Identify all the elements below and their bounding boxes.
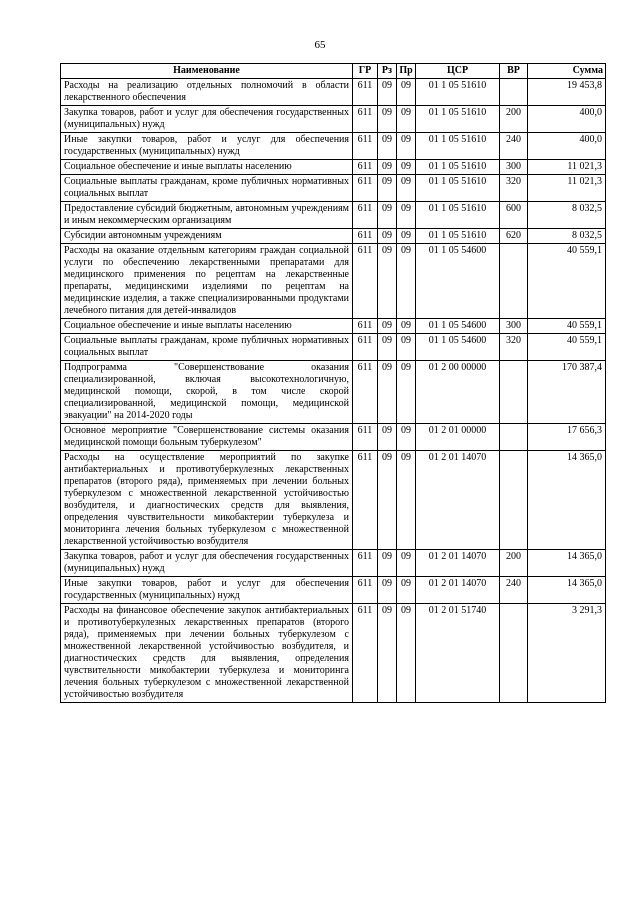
- header-name: Наименование: [61, 64, 353, 79]
- cell-sum: 14 365,0: [528, 550, 606, 577]
- cell-pr: 09: [397, 202, 416, 229]
- cell-gr: 611: [353, 604, 378, 703]
- cell-vr: [500, 604, 528, 703]
- cell-pr: 09: [397, 550, 416, 577]
- cell-gr: 611: [353, 175, 378, 202]
- cell-pr: 09: [397, 334, 416, 361]
- table-row: [61, 604, 606, 703]
- table-row: [61, 106, 606, 133]
- cell-name: Основное мероприятие "Совершенствование системы оказания медицинской помощи больным туберкулезом": [61, 424, 353, 451]
- page-number: 65: [314, 39, 326, 51]
- cell-sum: 11 021,3: [528, 160, 606, 175]
- cell-pr: 09: [397, 175, 416, 202]
- cell-vr: [500, 424, 528, 451]
- table-row: [61, 451, 606, 550]
- header-vr: ВР: [500, 64, 528, 79]
- cell-sum: 11 021,3: [528, 175, 606, 202]
- cell-pr: 09: [397, 319, 416, 334]
- cell-name: Социальные выплаты гражданам, кроме публичных нормативных социальных выплат: [61, 334, 353, 361]
- cell-rz: 09: [378, 244, 397, 319]
- cell-pr: 09: [397, 361, 416, 424]
- cell-sum: 17 656,3: [528, 424, 606, 451]
- cell-vr: 320: [500, 175, 528, 202]
- cell-name: Расходы на осуществление мероприятий по закупке антибактериальных и противотуберкулезных лекарственных препаратов (второго ряда), применяемых при лечении больных туберкулезом с множественной лекарственной устойчивостью возбудителя, и диагностических средств для выявления, определения чувствительности микобактерии туберкулеза и мониторинга лечения больных туберкулезом с множественной лекарственной устойчивостью возбудителя: [61, 451, 353, 550]
- cell-name: Закупка товаров, работ и услуг для обеспечения государственных (муниципальных) нужд: [61, 106, 353, 133]
- cell-csr: 01 1 05 51610: [416, 79, 500, 106]
- cell-csr: 01 1 05 51610: [416, 175, 500, 202]
- cell-gr: 611: [353, 133, 378, 160]
- cell-csr: 01 2 01 14070: [416, 550, 500, 577]
- cell-rz: 09: [378, 451, 397, 550]
- cell-vr: [500, 361, 528, 424]
- table-row: [61, 229, 606, 244]
- cell-gr: 611: [353, 451, 378, 550]
- cell-sum: 8 032,5: [528, 202, 606, 229]
- cell-name: Подпрограмма "Совершенствование оказания специализированной, включая высокотехнологичную, медицинской помощи, скорой, в том числе скорой специализированной, медицинской помощи, медицинской эвакуации" на 2014-2020 годы: [61, 361, 353, 424]
- cell-csr: 01 1 05 51610: [416, 133, 500, 160]
- cell-gr: 611: [353, 79, 378, 106]
- cell-pr: 09: [397, 244, 416, 319]
- cell-csr: 01 1 05 54600: [416, 319, 500, 334]
- cell-gr: 611: [353, 361, 378, 424]
- cell-name: Субсидии автономным учреждениям: [61, 229, 353, 244]
- cell-pr: 09: [397, 133, 416, 160]
- cell-sum: 8 032,5: [528, 229, 606, 244]
- header-csr: ЦСР: [416, 64, 500, 79]
- table-row: [61, 334, 606, 361]
- cell-rz: 09: [378, 160, 397, 175]
- cell-csr: 01 2 01 00000: [416, 424, 500, 451]
- cell-rz: 09: [378, 133, 397, 160]
- cell-gr: 611: [353, 202, 378, 229]
- cell-vr: 300: [500, 319, 528, 334]
- cell-rz: 09: [378, 550, 397, 577]
- cell-pr: 09: [397, 79, 416, 106]
- cell-sum: 19 453,8: [528, 79, 606, 106]
- cell-csr: 01 1 05 51610: [416, 160, 500, 175]
- cell-sum: 40 559,1: [528, 244, 606, 319]
- cell-csr: 01 2 01 51740: [416, 604, 500, 703]
- cell-pr: 09: [397, 451, 416, 550]
- cell-gr: 611: [353, 229, 378, 244]
- cell-rz: 09: [378, 229, 397, 244]
- cell-rz: 09: [378, 175, 397, 202]
- cell-name: Закупка товаров, работ и услуг для обеспечения государственных (муниципальных) нужд: [61, 550, 353, 577]
- cell-csr: 01 1 05 51610: [416, 229, 500, 244]
- cell-vr: 200: [500, 106, 528, 133]
- cell-pr: 09: [397, 229, 416, 244]
- cell-pr: 09: [397, 106, 416, 133]
- cell-vr: 240: [500, 133, 528, 160]
- cell-csr: 01 1 05 54600: [416, 334, 500, 361]
- table-row: [61, 319, 606, 334]
- cell-vr: [500, 79, 528, 106]
- cell-vr: 320: [500, 334, 528, 361]
- cell-name: Расходы на реализацию отдельных полномочий в области лекарственного обеспечения: [61, 79, 353, 106]
- cell-gr: 611: [353, 319, 378, 334]
- cell-gr: 611: [353, 244, 378, 319]
- cell-pr: 09: [397, 577, 416, 604]
- cell-gr: 611: [353, 106, 378, 133]
- cell-name: Иные закупки товаров, работ и услуг для обеспечения государственных (муниципальных) нужд: [61, 577, 353, 604]
- cell-gr: 611: [353, 577, 378, 604]
- cell-sum: 400,0: [528, 106, 606, 133]
- table-row: [61, 424, 606, 451]
- cell-csr: 01 1 05 51610: [416, 202, 500, 229]
- cell-pr: 09: [397, 160, 416, 175]
- cell-name: Социальное обеспечение и иные выплаты населению: [61, 319, 353, 334]
- cell-rz: 09: [378, 361, 397, 424]
- cell-name: Расходы на оказание отдельным категориям граждан социальной услуги по обеспечению лекарственными препаратами для медицинского применения по рецептам на лекарственные препараты, медицинскими изделиями по рецептам на медицинские изделия, а также специализированными продуктами лечебного питания для детей-инвалидов: [61, 244, 353, 319]
- cell-sum: 14 365,0: [528, 451, 606, 550]
- cell-csr: 01 2 01 14070: [416, 451, 500, 550]
- header-gr: ГР: [353, 64, 378, 79]
- table-row: [61, 160, 606, 175]
- cell-pr: 09: [397, 424, 416, 451]
- cell-vr: 300: [500, 160, 528, 175]
- cell-vr: 200: [500, 550, 528, 577]
- cell-gr: 611: [353, 334, 378, 361]
- cell-rz: 09: [378, 334, 397, 361]
- cell-csr: 01 1 05 54600: [416, 244, 500, 319]
- cell-rz: 09: [378, 424, 397, 451]
- cell-rz: 09: [378, 202, 397, 229]
- cell-csr: 01 1 05 51610: [416, 106, 500, 133]
- cell-name: Иные закупки товаров, работ и услуг для обеспечения государственных (муниципальных) нужд: [61, 133, 353, 160]
- budget-table: [60, 63, 606, 703]
- cell-vr: 240: [500, 577, 528, 604]
- cell-sum: 14 365,0: [528, 577, 606, 604]
- cell-name: Расходы на финансовое обеспечение закупок антибактериальных и противотуберкулезных лекарственных препаратов (второго ряда), применяемых при лечении больных туберкулезом с множественной лекарственной устойчивостью возбудителя, и диагностических средств для выявления, определения чувствительности микобактерии туберкулеза и мониторинга лечения больных туберкулезом с множественной лекарственной устойчивостью возбудителя: [61, 604, 353, 703]
- cell-sum: 400,0: [528, 133, 606, 160]
- table-row: [61, 202, 606, 229]
- table-row: [61, 175, 606, 202]
- header-pr: Пр: [397, 64, 416, 79]
- cell-rz: 09: [378, 319, 397, 334]
- cell-sum: 40 559,1: [528, 319, 606, 334]
- table-row: [61, 79, 606, 106]
- cell-rz: 09: [378, 79, 397, 106]
- cell-sum: 40 559,1: [528, 334, 606, 361]
- cell-name: Социальные выплаты гражданам, кроме публичных нормативных социальных выплат: [61, 175, 353, 202]
- table-row: [61, 550, 606, 577]
- cell-vr: 620: [500, 229, 528, 244]
- header-rz: Рз: [378, 64, 397, 79]
- table-row: [61, 577, 606, 604]
- cell-gr: 611: [353, 550, 378, 577]
- cell-csr: 01 2 01 14070: [416, 577, 500, 604]
- cell-name: Социальное обеспечение и иные выплаты населению: [61, 160, 353, 175]
- cell-sum: 170 387,4: [528, 361, 606, 424]
- cell-rz: 09: [378, 577, 397, 604]
- cell-sum: 3 291,3: [528, 604, 606, 703]
- cell-vr: 600: [500, 202, 528, 229]
- table-row: [61, 244, 606, 319]
- table-row: [61, 133, 606, 160]
- cell-gr: 611: [353, 424, 378, 451]
- cell-pr: 09: [397, 604, 416, 703]
- table-row: [61, 361, 606, 424]
- cell-gr: 611: [353, 160, 378, 175]
- cell-rz: 09: [378, 604, 397, 703]
- header-sum: Сумма: [528, 64, 606, 79]
- table-header-row: [61, 64, 606, 79]
- cell-csr: 01 2 00 00000: [416, 361, 500, 424]
- cell-rz: 09: [378, 106, 397, 133]
- cell-vr: [500, 451, 528, 550]
- cell-vr: [500, 244, 528, 319]
- cell-name: Предоставление субсидий бюджетным, автономным учреждениям и иным некоммерческим организациям: [61, 202, 353, 229]
